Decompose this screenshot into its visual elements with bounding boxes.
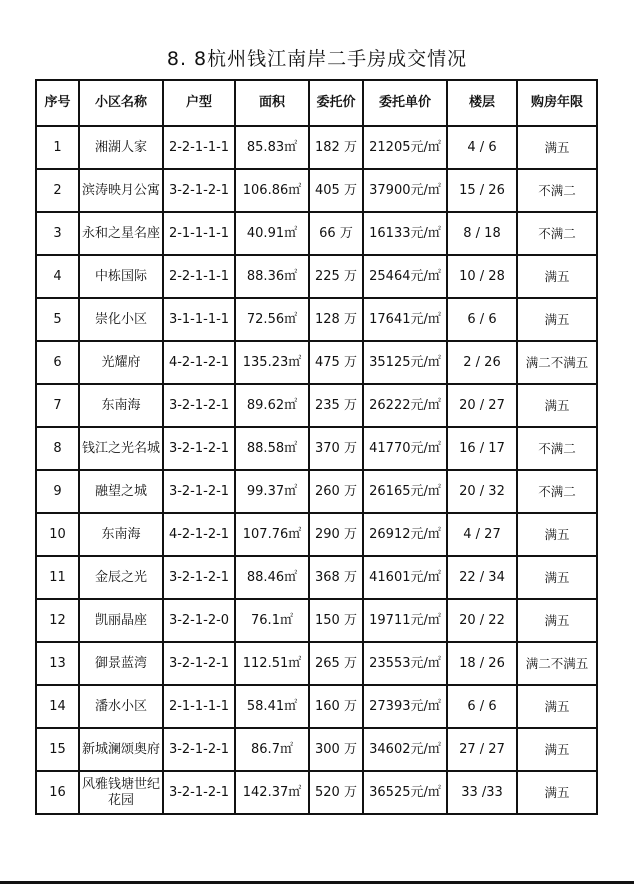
cell-ownership-years: 满五 (517, 599, 597, 642)
cell-floor: 27 / 27 (447, 728, 517, 771)
header-index: 序号 (36, 80, 79, 126)
cell-area: 88.46㎡ (235, 556, 309, 599)
cell-area: 112.51㎡ (235, 642, 309, 685)
cell-index: 1 (36, 126, 79, 169)
cell-listing-price: 475 万 (309, 341, 363, 384)
cell-floor: 33 /33 (447, 771, 517, 814)
cell-index: 7 (36, 384, 79, 427)
cell-community: 凯丽晶座 (79, 599, 163, 642)
cell-unit-price: 23553元/㎡ (363, 642, 447, 685)
cell-listing-price: 368 万 (309, 556, 363, 599)
cell-floor: 22 / 34 (447, 556, 517, 599)
cell-layout: 4-2-1-2-1 (163, 513, 235, 556)
cell-area: 135.23㎡ (235, 341, 309, 384)
cell-index: 3 (36, 212, 79, 255)
cell-ownership-years: 不满二 (517, 212, 597, 255)
cell-community: 御景蓝湾 (79, 642, 163, 685)
cell-index: 9 (36, 470, 79, 513)
cell-listing-price: 405 万 (309, 169, 363, 212)
table-row (36, 513, 597, 556)
cell-community: 中栋国际 (79, 255, 163, 298)
cell-floor: 10 / 28 (447, 255, 517, 298)
cell-community: 钱江之光名城 (79, 427, 163, 470)
cell-index: 13 (36, 642, 79, 685)
cell-listing-price: 182 万 (309, 126, 363, 169)
header-floor: 楼层 (447, 80, 517, 126)
header-layout: 户型 (163, 80, 235, 126)
cell-layout: 3-2-1-2-1 (163, 728, 235, 771)
cell-community: 潘水小区 (79, 685, 163, 728)
cell-layout: 2-1-1-1-1 (163, 685, 235, 728)
cell-area: 107.76㎡ (235, 513, 309, 556)
cell-area: 106.86㎡ (235, 169, 309, 212)
cell-index: 4 (36, 255, 79, 298)
cell-layout: 2-2-1-1-1 (163, 255, 235, 298)
cell-layout: 4-2-1-2-1 (163, 341, 235, 384)
table-row (36, 212, 597, 255)
cell-ownership-years: 不满二 (517, 427, 597, 470)
cell-layout: 3-2-1-2-1 (163, 384, 235, 427)
table-row (36, 771, 597, 814)
cell-index: 12 (36, 599, 79, 642)
cell-ownership-years: 满五 (517, 728, 597, 771)
cell-layout: 3-2-1-2-1 (163, 427, 235, 470)
transactions-table (35, 79, 598, 815)
cell-unit-price: 25464元/㎡ (363, 255, 447, 298)
cell-community: 东南海 (79, 384, 163, 427)
cell-area: 88.36㎡ (235, 255, 309, 298)
cell-index: 11 (36, 556, 79, 599)
cell-index: 2 (36, 169, 79, 212)
cell-unit-price: 27393元/㎡ (363, 685, 447, 728)
cell-ownership-years: 满五 (517, 384, 597, 427)
table-row (36, 298, 597, 341)
cell-unit-price: 41601元/㎡ (363, 556, 447, 599)
cell-floor: 20 / 22 (447, 599, 517, 642)
cell-unit-price: 35125元/㎡ (363, 341, 447, 384)
cell-layout: 3-1-1-1-1 (163, 298, 235, 341)
cell-ownership-years: 不满二 (517, 169, 597, 212)
table-row (36, 255, 597, 298)
cell-unit-price: 26222元/㎡ (363, 384, 447, 427)
cell-community: 融望之城 (79, 470, 163, 513)
cell-floor: 6 / 6 (447, 298, 517, 341)
cell-layout: 2-1-1-1-1 (163, 212, 235, 255)
cell-community: 湘湖人家 (79, 126, 163, 169)
cell-community: 滨涛映月公寓 (79, 169, 163, 212)
cell-index: 16 (36, 771, 79, 814)
table-row (36, 384, 597, 427)
cell-listing-price: 370 万 (309, 427, 363, 470)
cell-area: 72.56㎡ (235, 298, 309, 341)
cell-unit-price: 17641元/㎡ (363, 298, 447, 341)
cell-index: 15 (36, 728, 79, 771)
table-row (36, 470, 597, 513)
header-area: 面积 (235, 80, 309, 126)
cell-community: 崇化小区 (79, 298, 163, 341)
table-header-row (36, 80, 597, 126)
cell-community: 金辰之光 (79, 556, 163, 599)
cell-area: 76.1㎡ (235, 599, 309, 642)
header-unit-price: 委托单价 (363, 80, 447, 126)
cell-layout: 3-2-1-2-1 (163, 556, 235, 599)
cell-ownership-years: 满五 (517, 771, 597, 814)
cell-listing-price: 235 万 (309, 384, 363, 427)
cell-community: 新城澜颂奥府 (79, 728, 163, 771)
cell-ownership-years: 不满二 (517, 470, 597, 513)
cell-layout: 2-2-1-1-1 (163, 126, 235, 169)
cell-floor: 20 / 27 (447, 384, 517, 427)
cell-ownership-years: 满五 (517, 298, 597, 341)
header-ownership-years: 购房年限 (517, 80, 597, 126)
cell-listing-price: 300 万 (309, 728, 363, 771)
cell-unit-price: 34602元/㎡ (363, 728, 447, 771)
cell-layout: 3-2-1-2-1 (163, 169, 235, 212)
cell-index: 10 (36, 513, 79, 556)
cell-community: 风雅钱塘世纪花园 (79, 771, 163, 814)
cell-unit-price: 26912元/㎡ (363, 513, 447, 556)
cell-area: 85.83㎡ (235, 126, 309, 169)
cell-layout: 3-2-1-2-1 (163, 470, 235, 513)
cell-ownership-years: 满二不满五 (517, 642, 597, 685)
cell-listing-price: 290 万 (309, 513, 363, 556)
table-row (36, 728, 597, 771)
cell-listing-price: 128 万 (309, 298, 363, 341)
cell-listing-price: 160 万 (309, 685, 363, 728)
cell-floor: 2 / 26 (447, 341, 517, 384)
cell-index: 8 (36, 427, 79, 470)
cell-index: 6 (36, 341, 79, 384)
table-row (36, 126, 597, 169)
cell-layout: 3-2-1-2-0 (163, 599, 235, 642)
cell-ownership-years: 满五 (517, 513, 597, 556)
cell-floor: 18 / 26 (447, 642, 517, 685)
table-row (36, 427, 597, 470)
cell-listing-price: 150 万 (309, 599, 363, 642)
page-title: 8. 8杭州钱江南岸二手房成交情况 (166, 48, 468, 70)
cell-ownership-years: 满五 (517, 255, 597, 298)
cell-listing-price: 265 万 (309, 642, 363, 685)
cell-index: 14 (36, 685, 79, 728)
cell-area: 89.62㎡ (235, 384, 309, 427)
cell-listing-price: 66 万 (309, 212, 363, 255)
cell-floor: 4 / 6 (447, 126, 517, 169)
cell-listing-price: 520 万 (309, 771, 363, 814)
cell-unit-price: 36525元/㎡ (363, 771, 447, 814)
cell-area: 58.41㎡ (235, 685, 309, 728)
cell-floor: 15 / 26 (447, 169, 517, 212)
cell-area: 40.91㎡ (235, 212, 309, 255)
table-row (36, 556, 597, 599)
cell-area: 88.58㎡ (235, 427, 309, 470)
cell-community: 光耀府 (79, 341, 163, 384)
cell-floor: 16 / 17 (447, 427, 517, 470)
cell-floor: 20 / 32 (447, 470, 517, 513)
cell-area: 86.7㎡ (235, 728, 309, 771)
cell-floor: 8 / 18 (447, 212, 517, 255)
cell-unit-price: 41770元/㎡ (363, 427, 447, 470)
cell-floor: 4 / 27 (447, 513, 517, 556)
cell-ownership-years: 满五 (517, 126, 597, 169)
cell-ownership-years: 满五 (517, 556, 597, 599)
cell-community: 东南海 (79, 513, 163, 556)
cell-unit-price: 37900元/㎡ (363, 169, 447, 212)
table-row (36, 642, 597, 685)
cell-layout: 3-2-1-2-1 (163, 642, 235, 685)
cell-ownership-years: 满五 (517, 685, 597, 728)
cell-area: 142.37㎡ (235, 771, 309, 814)
cell-unit-price: 16133元/㎡ (363, 212, 447, 255)
table-row (36, 599, 597, 642)
header-listing-price: 委托价 (309, 80, 363, 126)
table-row (36, 169, 597, 212)
cell-ownership-years: 满二不满五 (517, 341, 597, 384)
cell-index: 5 (36, 298, 79, 341)
table-row (36, 685, 597, 728)
cell-floor: 6 / 6 (447, 685, 517, 728)
cell-layout: 3-2-1-2-1 (163, 771, 235, 814)
cell-unit-price: 19711元/㎡ (363, 599, 447, 642)
cell-unit-price: 26165元/㎡ (363, 470, 447, 513)
header-community: 小区名称 (79, 80, 163, 126)
table-row (36, 341, 597, 384)
cell-listing-price: 260 万 (309, 470, 363, 513)
cell-area: 99.37㎡ (235, 470, 309, 513)
cell-community: 永和之星名座 (79, 212, 163, 255)
cell-unit-price: 21205元/㎡ (363, 126, 447, 169)
cell-listing-price: 225 万 (309, 255, 363, 298)
